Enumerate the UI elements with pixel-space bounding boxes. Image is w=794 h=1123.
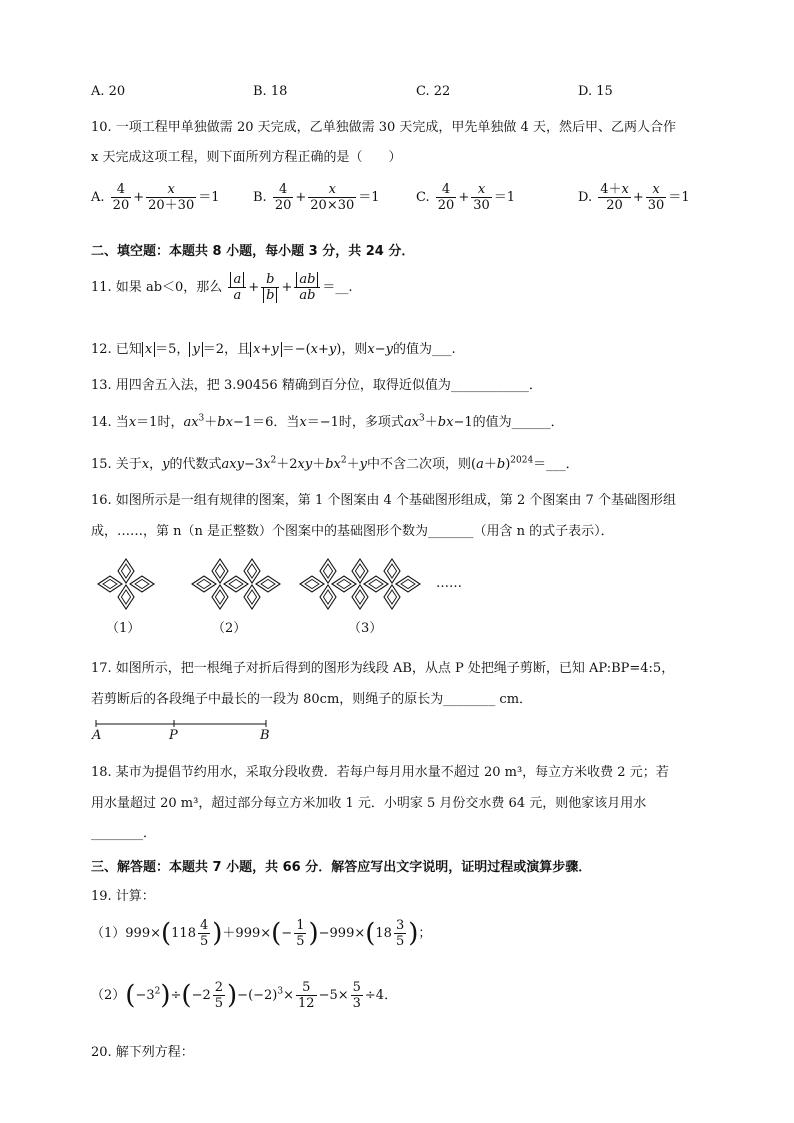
pattern-1 xyxy=(98,559,154,609)
q19-title: 19. 计算： xyxy=(91,889,155,904)
pattern-label-3: （3） xyxy=(348,621,383,636)
point-label-b: B xyxy=(260,728,270,743)
pattern-label-1: （1） xyxy=(106,621,141,636)
pattern-ellipsis: …… xyxy=(436,576,462,591)
q16-text-line1: 16. 如图所示是一组有规律的图案，第 1 个图案由 4 个基础图形组成，第 2 个图案由 7 个基础图形组 xyxy=(91,493,676,508)
pattern-3 xyxy=(300,559,420,609)
q17-text-line2: 若剪断后的各段绳子中最长的一段为 80cm，则绳子的原长为________ cm． xyxy=(91,692,533,707)
q12: 12. 已知 x ＝5， y ＝2，且 x+y ＝−(x+y)，则x−y的值为___. xyxy=(91,342,456,357)
q10-text-line1: 10. 一项工程甲单独做需 20 天完成，乙单独做需 30 天完成，甲先单独做 4 天，然后甲、乙两人合作 xyxy=(91,120,676,135)
q10-text-line2: x 天完成这项工程，则下面所列方程正确的是（ ） xyxy=(91,150,402,165)
q10-option-b: B. $\frac{4}{20}$ + $\frac{x}{20\times 30}$ ＝1 xyxy=(253,182,380,213)
q9-option-c: C. 22 xyxy=(416,84,451,99)
q10-option-d: D. $\frac{4+x}{20}$ + $\frac{x}{30}$ ＝1 xyxy=(578,182,690,213)
q9-option-b: B. 18 xyxy=(253,84,288,99)
q19-part2: $(2)(-3^2)\div(-2$ $\frac{2}{5}$ )$-(-2)^3\times$ $\frac{5}{12}$ −5× $\frac{5}{3}$ ÷4． xyxy=(91,980,398,1011)
pattern-label-2: （2） xyxy=(212,621,247,636)
q18-text-line1: 18. 某市为提倡节约用水，采取分段收费．若每户每月用水量不超过 20 m³，每立方米收费 2 元；若 xyxy=(91,765,669,780)
q10-option-c: C. $\frac{4}{20}$ + $\frac{x}{30}$ ＝1 xyxy=(416,182,516,213)
q16-pattern-figure xyxy=(90,555,490,640)
q14: 14. 当x＝1时，$ax^3+bx-1=6$．当x＝−1时，多项式$ax^3+bx-1$的值为______． xyxy=(91,413,564,430)
q9-option-d: D. 15 xyxy=(578,84,613,99)
q17-text-line1: 17. 如图所示，把一根绳子对折后得到的图形为线段 AB，从点 P 处把绳子剪断，已知 AP:BP=4:5， xyxy=(91,661,675,676)
q9-option-a: A. 20 xyxy=(91,84,126,99)
section2-heading: 二、填空题：本题共 8 小题，每小题 3 分，共 24 分． xyxy=(91,244,415,259)
q15: 15. 关于x，y的代数式$axy-3x^2+2xy+bx^2+y$中不含二次项，则$(a+b)^{2024}=\_\_\_$． xyxy=(91,455,579,472)
segment-ab-figure xyxy=(90,718,280,730)
q13: 13. 用四舍五入法，把 3.90456 精确到百分位，取得近似值为____________． xyxy=(91,378,542,393)
q20: 20. 解下列方程： xyxy=(91,1045,194,1060)
point-label-p: P xyxy=(169,728,178,743)
q18-text-line3: ________． xyxy=(91,826,157,841)
pattern-2 xyxy=(192,559,280,609)
q18-text-line2: 用水量超过 20 m³，超过部分每立方米加收 1 元．小明家 5 月份交水费 64 元，则他家该月用水 xyxy=(91,796,647,811)
q19-part1: （1）999×(118 $\frac{4}{5}$ )＋999×(− $\frac{1}{5}$ )−999×(18 $\frac{3}{5}$ )； xyxy=(91,918,432,949)
q10-option-a: A. $\frac{4}{20}$ + $\frac{x}{20+30}$ ＝1 xyxy=(91,182,220,213)
q16-text-line2: 成，……，第 n（n 是正整数）个图案中的基础图形个数为_______（用含 n 的式子表示）． xyxy=(91,524,614,539)
q11: 11. 如果 ab＜0，那么 $\frac{a}{a}$ + $\frac{b}{b}$ + $\frac{ab}{ab}$ ＝__. xyxy=(91,272,353,303)
section3-heading: 三、解答题：本题共 7 小题，共 66 分．解答应写出文字说明，证明过程或演算步骤． xyxy=(91,860,592,875)
point-label-a: A xyxy=(92,728,102,743)
